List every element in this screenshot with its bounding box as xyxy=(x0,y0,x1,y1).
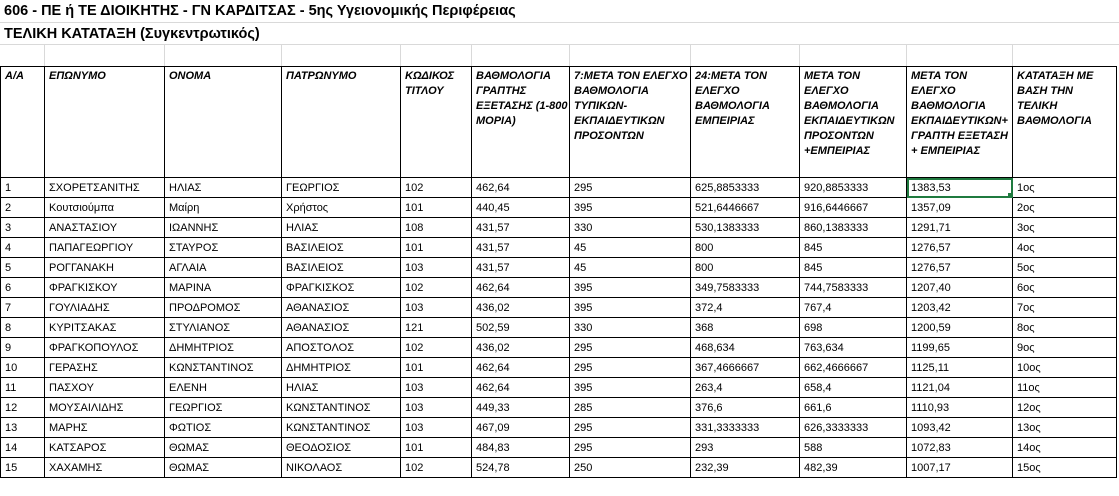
father-name-cell[interactable]: ΒΑΣΙΛΕΙΟΣ xyxy=(282,258,401,278)
written-score-cell[interactable]: 462,64 xyxy=(472,178,570,198)
ranking-cell[interactable]: 11ος xyxy=(1013,378,1117,398)
total-score-cell[interactable]: 1276,57 xyxy=(907,238,1013,258)
father-name-cell[interactable]: ΝΙΚΟΛΑΟΣ xyxy=(282,458,401,478)
title-code-cell[interactable]: 101 xyxy=(401,358,472,378)
col-header-name[interactable]: ΟΝΟΜΑ xyxy=(165,67,282,178)
header-row xyxy=(1,67,1117,178)
title-code-cell[interactable]: 121 xyxy=(401,318,472,338)
surname-cell[interactable]: ΣΧΟΡΕΤΣΑΝΙΤΗΣ xyxy=(45,178,165,198)
surname-cell[interactable]: ΦΡΑΓΚΙΣΚΟΥ xyxy=(45,278,165,298)
ranking-cell[interactable]: 15ος xyxy=(1013,458,1117,478)
ranking-cell[interactable]: 12ος xyxy=(1013,398,1117,418)
written-score-cell[interactable]: 462,64 xyxy=(472,358,570,378)
qual-plus-exp-cell[interactable]: 698 xyxy=(800,318,907,338)
experience-score-cell[interactable]: 349,7583333 xyxy=(691,278,800,298)
aa-cell[interactable]: 7 xyxy=(1,298,45,318)
qualifications-score-cell[interactable]: 330 xyxy=(570,318,691,338)
name-cell[interactable]: ΣΤΥΛΙΑΝΟΣ xyxy=(165,318,282,338)
title-code-cell[interactable]: 108 xyxy=(401,218,472,238)
name-cell[interactable]: ΕΛΕΝΗ xyxy=(165,378,282,398)
surname-cell[interactable]: ΧΑΧΑΜΗΣ xyxy=(45,458,165,478)
table-row xyxy=(1,218,1117,238)
col-header-father[interactable]: ΠΑΤΡΩΝΥΜΟ xyxy=(282,67,401,178)
qual-plus-exp-cell[interactable]: 744,7583333 xyxy=(800,278,907,298)
qual-plus-exp-cell[interactable]: 767,4 xyxy=(800,298,907,318)
name-cell[interactable]: ΓΕΩΡΓΙΟΣ xyxy=(165,398,282,418)
written-score-cell[interactable]: 436,02 xyxy=(472,298,570,318)
qual-plus-exp-cell[interactable]: 658,4 xyxy=(800,378,907,398)
qualifications-score-cell[interactable]: 295 xyxy=(570,338,691,358)
title-code-cell[interactable]: 103 xyxy=(401,258,472,278)
written-score-cell[interactable]: 462,64 xyxy=(472,278,570,298)
col-header-title-code[interactable]: ΚΩΔΙΚΟΣ ΤΙΤΛΟΥ xyxy=(401,67,472,178)
qualifications-score-cell[interactable]: 285 xyxy=(570,398,691,418)
ranking-cell[interactable]: 4ος xyxy=(1013,238,1117,258)
total-score-cell[interactable]: 1007,17 xyxy=(907,458,1013,478)
total-score-cell[interactable]: 1121,04 xyxy=(907,378,1013,398)
aa-cell[interactable]: 6 xyxy=(1,278,45,298)
qualifications-score-cell[interactable]: 295 xyxy=(570,178,691,198)
col-header-qual-plus-exp[interactable]: ΜΕΤΑ ΤΟΝ ΕΛΕΓΧΟ ΒΑΘΜΟΛΟΓΙΑ ΕΚΠΑΙΔΕΥΤΙΚΩΝ ΠΡΟΣΟΝΤΩΝ +ΕΜΠΕΙΡΙΑΣ xyxy=(800,67,907,178)
written-score-cell[interactable]: 440,45 xyxy=(472,198,570,218)
qual-plus-exp-cell[interactable]: 845 xyxy=(800,258,907,278)
father-name-cell[interactable]: ΓΕΩΡΓΙΟΣ xyxy=(282,178,401,198)
qual-plus-exp-cell[interactable]: 588 xyxy=(800,438,907,458)
qualifications-score-cell[interactable]: 395 xyxy=(570,198,691,218)
father-name-cell[interactable]: ΒΑΣΙΛΕΙΟΣ xyxy=(282,238,401,258)
experience-score-cell[interactable]: 368 xyxy=(691,318,800,338)
written-score-cell[interactable]: 524,78 xyxy=(472,458,570,478)
col-header-experience-score[interactable]: 24:ΜΕΤΑ ΤΟΝ ΕΛΕΓΧΟ ΒΑΘΜΟΛΟΓΙΑ ΕΜΠΕΙΡΙΑΣ xyxy=(691,67,800,178)
qualifications-score-cell[interactable]: 45 xyxy=(570,238,691,258)
name-cell[interactable]: ΜΑΡΙΝΑ xyxy=(165,278,282,298)
title-code-cell[interactable]: 102 xyxy=(401,458,472,478)
experience-score-cell[interactable]: 625,8853333 xyxy=(691,178,800,198)
ranking-cell[interactable]: 6ος xyxy=(1013,278,1117,298)
table-row xyxy=(1,418,1117,438)
total-score-cell[interactable]: 1383,53 xyxy=(907,178,1013,198)
total-score-cell[interactable]: 1291,71 xyxy=(907,218,1013,238)
experience-score-cell[interactable]: 530,1383333 xyxy=(691,218,800,238)
name-cell[interactable]: ΠΡΟΔΡΟΜΟΣ xyxy=(165,298,282,318)
table-row xyxy=(1,318,1117,338)
ranking-cell[interactable]: 2ος xyxy=(1013,198,1117,218)
qual-plus-exp-cell[interactable]: 916,6446667 xyxy=(800,198,907,218)
sheet-title-area xyxy=(0,0,1119,66)
father-name-cell[interactable]: Χρήστος xyxy=(282,198,401,218)
ranking-table xyxy=(0,66,1117,478)
title-code-cell[interactable]: 101 xyxy=(401,238,472,258)
total-score-cell[interactable]: 1072,83 xyxy=(907,438,1013,458)
total-score-cell[interactable]: 1125,11 xyxy=(907,358,1013,378)
name-cell[interactable]: ΘΩΜΑΣ xyxy=(165,438,282,458)
written-score-cell[interactable]: 502,59 xyxy=(472,318,570,338)
qual-plus-exp-cell[interactable]: 860,1383333 xyxy=(800,218,907,238)
col-header-aa[interactable]: Α/Α xyxy=(1,67,45,178)
col-header-ranking[interactable]: ΚΑΤΑΤΑΞΗ ΜΕ ΒΑΣΗ ΤΗΝ ΤΕΛΙΚΗ ΒΑΘΜΟΛΟΓΙΑ xyxy=(1013,67,1117,178)
experience-score-cell[interactable]: 367,4666667 xyxy=(691,358,800,378)
title-code-cell[interactable]: 102 xyxy=(401,338,472,358)
aa-cell[interactable]: 3 xyxy=(1,218,45,238)
name-cell[interactable]: ΘΩΜΑΣ xyxy=(165,458,282,478)
written-score-cell[interactable]: 436,02 xyxy=(472,338,570,358)
name-cell[interactable]: ΑΓΛΑΙΑ xyxy=(165,258,282,278)
surname-cell[interactable]: ΡΟΓΓΑΝΑΚΗ xyxy=(45,258,165,278)
surname-cell[interactable]: ΠΑΣΧΟΥ xyxy=(45,378,165,398)
aa-cell[interactable]: 15 xyxy=(1,458,45,478)
surname-cell[interactable]: ΦΡΑΓΚΟΠΟΥΛΟΣ xyxy=(45,338,165,358)
total-score-cell[interactable]: 1199,65 xyxy=(907,338,1013,358)
surname-cell[interactable]: ΚΑΤΣΑΡΟΣ xyxy=(45,438,165,458)
experience-score-cell[interactable]: 263,4 xyxy=(691,378,800,398)
experience-score-cell[interactable]: 468,634 xyxy=(691,338,800,358)
table-row xyxy=(1,378,1117,398)
written-score-cell[interactable]: 462,64 xyxy=(472,378,570,398)
qualifications-score-cell[interactable]: 45 xyxy=(570,258,691,278)
table-row xyxy=(1,238,1117,258)
aa-cell[interactable]: 10 xyxy=(1,358,45,378)
surname-cell[interactable]: ΓΕΡΑΣΗΣ xyxy=(45,358,165,378)
title-code-cell[interactable]: 103 xyxy=(401,418,472,438)
table-row xyxy=(1,278,1117,298)
name-cell[interactable]: ΙΩΑΝΝΗΣ xyxy=(165,218,282,238)
surname-cell[interactable]: Κουτσιούμπα xyxy=(45,198,165,218)
total-score-cell[interactable]: 1207,40 xyxy=(907,278,1013,298)
total-score-cell[interactable]: 1110,93 xyxy=(907,398,1013,418)
table-row xyxy=(1,398,1117,418)
experience-score-cell[interactable]: 232,39 xyxy=(691,458,800,478)
qualifications-score-cell[interactable]: 295 xyxy=(570,438,691,458)
qualifications-score-cell[interactable]: 395 xyxy=(570,298,691,318)
written-score-cell[interactable]: 484,83 xyxy=(472,438,570,458)
aa-cell[interactable]: 8 xyxy=(1,318,45,338)
surname-cell[interactable]: ΜΟΥΣΑΙΛΙΔΗΣ xyxy=(45,398,165,418)
experience-score-cell[interactable]: 331,3333333 xyxy=(691,418,800,438)
title-code-cell[interactable]: 103 xyxy=(401,378,472,398)
aa-cell[interactable]: 11 xyxy=(1,378,45,398)
written-score-cell[interactable]: 431,57 xyxy=(472,218,570,238)
aa-cell[interactable]: 4 xyxy=(1,238,45,258)
aa-cell[interactable]: 14 xyxy=(1,438,45,458)
name-cell[interactable]: ΔΗΜΗΤΡΙΟΣ xyxy=(165,338,282,358)
table-row xyxy=(1,358,1117,378)
surname-cell[interactable]: ΠΑΠΑΓΕΩΡΓΙΟΥ xyxy=(45,238,165,258)
surname-cell[interactable]: ΚΥΡΙΤΣΑΚΑΣ xyxy=(45,318,165,338)
ranking-cell[interactable]: 7ος xyxy=(1013,298,1117,318)
surname-cell[interactable]: ΓΟΥΛΙΑΔΗΣ xyxy=(45,298,165,318)
ranking-cell[interactable]: 8ος xyxy=(1013,318,1117,338)
qualifications-score-cell[interactable]: 295 xyxy=(570,358,691,378)
qual-plus-exp-cell[interactable]: 763,634 xyxy=(800,338,907,358)
qual-plus-exp-cell[interactable]: 661,6 xyxy=(800,398,907,418)
experience-score-cell[interactable]: 293 xyxy=(691,438,800,458)
father-name-cell[interactable]: ΘΕΟΔΟΣΙΟΣ xyxy=(282,438,401,458)
ranking-cell[interactable]: 10ος xyxy=(1013,358,1117,378)
name-cell[interactable]: ΦΩΤΙΟΣ xyxy=(165,418,282,438)
ranking-cell[interactable]: 13ος xyxy=(1013,418,1117,438)
experience-score-cell[interactable]: 521,6446667 xyxy=(691,198,800,218)
total-score-cell[interactable]: 1203,42 xyxy=(907,298,1013,318)
written-score-cell[interactable]: 467,09 xyxy=(472,418,570,438)
total-score-cell[interactable]: 1200,59 xyxy=(907,318,1013,338)
title-code-cell[interactable]: 102 xyxy=(401,278,472,298)
title-code-cell[interactable]: 101 xyxy=(401,438,472,458)
table-row xyxy=(1,298,1117,318)
qual-plus-exp-cell[interactable]: 845 xyxy=(800,238,907,258)
father-name-cell[interactable]: ΗΛΙΑΣ xyxy=(282,378,401,398)
title-code-cell[interactable]: 103 xyxy=(401,298,472,318)
sheet-title[interactable]: 606 - ΠΕ ή ΤΕ ΔΙΟΙΚΗΤΗΣ - ΓΝ ΚΑΡΔΙΤΣΑΣ - 5ης Υγειονομικής Περιφέρειας xyxy=(4,3,516,19)
table-row xyxy=(1,458,1117,478)
father-name-cell[interactable]: ΦΡΑΓΚΙΣΚΟΣ xyxy=(282,278,401,298)
surname-cell[interactable]: ΑΝΑΣΤΑΣΙΟΥ xyxy=(45,218,165,238)
qualifications-score-cell[interactable]: 395 xyxy=(570,278,691,298)
aa-cell[interactable]: 13 xyxy=(1,418,45,438)
ranking-cell[interactable]: 5ος xyxy=(1013,258,1117,278)
written-score-cell[interactable]: 449,33 xyxy=(472,398,570,418)
experience-score-cell[interactable]: 372,4 xyxy=(691,298,800,318)
table-row xyxy=(1,198,1117,218)
father-name-cell[interactable]: ΗΛΙΑΣ xyxy=(282,218,401,238)
col-header-qualifications-score[interactable]: 7:ΜΕΤΑ ΤΟΝ ΕΛΕΓΧΟ ΒΑΘΜΟΛΟΓΙΑ ΤΥΠΙΚΩΝ-ΕΚΠΑΙΔΕΥΤΙΚΩΝ ΠΡΟΣΟΝΤΩΝ xyxy=(570,67,691,178)
qualifications-score-cell[interactable]: 395 xyxy=(570,378,691,398)
experience-score-cell[interactable]: 800 xyxy=(691,238,800,258)
qual-plus-exp-cell[interactable]: 662,4666667 xyxy=(800,358,907,378)
qualifications-score-cell[interactable]: 250 xyxy=(570,458,691,478)
col-header-total-score[interactable]: ΜΕΤΑ ΤΟΝ ΕΛΕΓΧΟ ΒΑΘΜΟΛΟΓΙΑ ΕΚΠΑΙΔΕΥΤΙΚΩΝ+ ΓΡΑΠΤΗ ΕΞΕΤΑΣΗ + ΕΜΠΕΙΡΙΑΣ xyxy=(907,67,1013,178)
table-row xyxy=(1,258,1117,278)
ranking-cell[interactable]: 3ος xyxy=(1013,218,1117,238)
experience-score-cell[interactable]: 376,6 xyxy=(691,398,800,418)
qual-plus-exp-cell[interactable]: 482,39 xyxy=(800,458,907,478)
col-header-surname[interactable]: ΕΠΩΝΥΜΟ xyxy=(45,67,165,178)
name-cell[interactable]: Μαίρη xyxy=(165,198,282,218)
ranking-cell[interactable]: 14ος xyxy=(1013,438,1117,458)
qual-plus-exp-cell[interactable]: 626,3333333 xyxy=(800,418,907,438)
aa-cell[interactable]: 9 xyxy=(1,338,45,358)
aa-cell[interactable]: 5 xyxy=(1,258,45,278)
father-name-cell[interactable]: ΔΗΜΗΤΡΙΟΣ xyxy=(282,358,401,378)
name-cell[interactable]: ΚΩΝΣΤΑΝΤΙΝΟΣ xyxy=(165,358,282,378)
father-name-cell[interactable]: ΚΩΝΣΤΑΝΤΙΝΟΣ xyxy=(282,398,401,418)
col-header-written-score[interactable]: ΒΑΘΜΟΛΟΓΙΑ ΓΡΑΠΤΗΣ ΕΞΕΤΑΣΗΣ (1-800 ΜΟΡΙΑ) xyxy=(472,67,570,178)
total-score-cell[interactable]: 1357,09 xyxy=(907,198,1013,218)
experience-score-cell[interactable]: 800 xyxy=(691,258,800,278)
title-code-cell[interactable]: 102 xyxy=(401,178,472,198)
father-name-cell[interactable]: ΚΩΝΣΤΑΝΤΙΝΟΣ xyxy=(282,418,401,438)
father-name-cell[interactable]: ΑΘΑΝΑΣΙΟΣ xyxy=(282,298,401,318)
table-row xyxy=(1,178,1117,198)
ranking-cell[interactable]: 9ος xyxy=(1013,338,1117,358)
ranking-cell[interactable]: 1ος xyxy=(1013,178,1117,198)
name-cell[interactable]: ΗΛΙΑΣ xyxy=(165,178,282,198)
surname-cell[interactable]: ΜΑΡΗΣ xyxy=(45,418,165,438)
table-row xyxy=(1,438,1117,458)
written-score-cell[interactable]: 431,57 xyxy=(472,238,570,258)
aa-cell[interactable]: 12 xyxy=(1,398,45,418)
sheet-subtitle[interactable]: ΤΕΛΙΚΗ ΚΑΤΑΤΑΞΗ (Συγκεντρωτικός) xyxy=(4,26,260,42)
qualifications-score-cell[interactable]: 330 xyxy=(570,218,691,238)
father-name-cell[interactable]: ΑΠΟΣΤΟΛΟΣ xyxy=(282,338,401,358)
aa-cell[interactable]: 2 xyxy=(1,198,45,218)
title-code-cell[interactable]: 101 xyxy=(401,198,472,218)
table-row xyxy=(1,338,1117,358)
total-score-cell[interactable]: 1093,42 xyxy=(907,418,1013,438)
name-cell[interactable]: ΣΤΑΥΡΟΣ xyxy=(165,238,282,258)
written-score-cell[interactable]: 431,57 xyxy=(472,258,570,278)
father-name-cell[interactable]: ΑΘΑΝΑΣΙΟΣ xyxy=(282,318,401,338)
aa-cell[interactable]: 1 xyxy=(1,178,45,198)
title-code-cell[interactable]: 103 xyxy=(401,398,472,418)
qualifications-score-cell[interactable]: 295 xyxy=(570,418,691,438)
total-score-cell[interactable]: 1276,57 xyxy=(907,258,1013,278)
qual-plus-exp-cell[interactable]: 920,8853333 xyxy=(800,178,907,198)
